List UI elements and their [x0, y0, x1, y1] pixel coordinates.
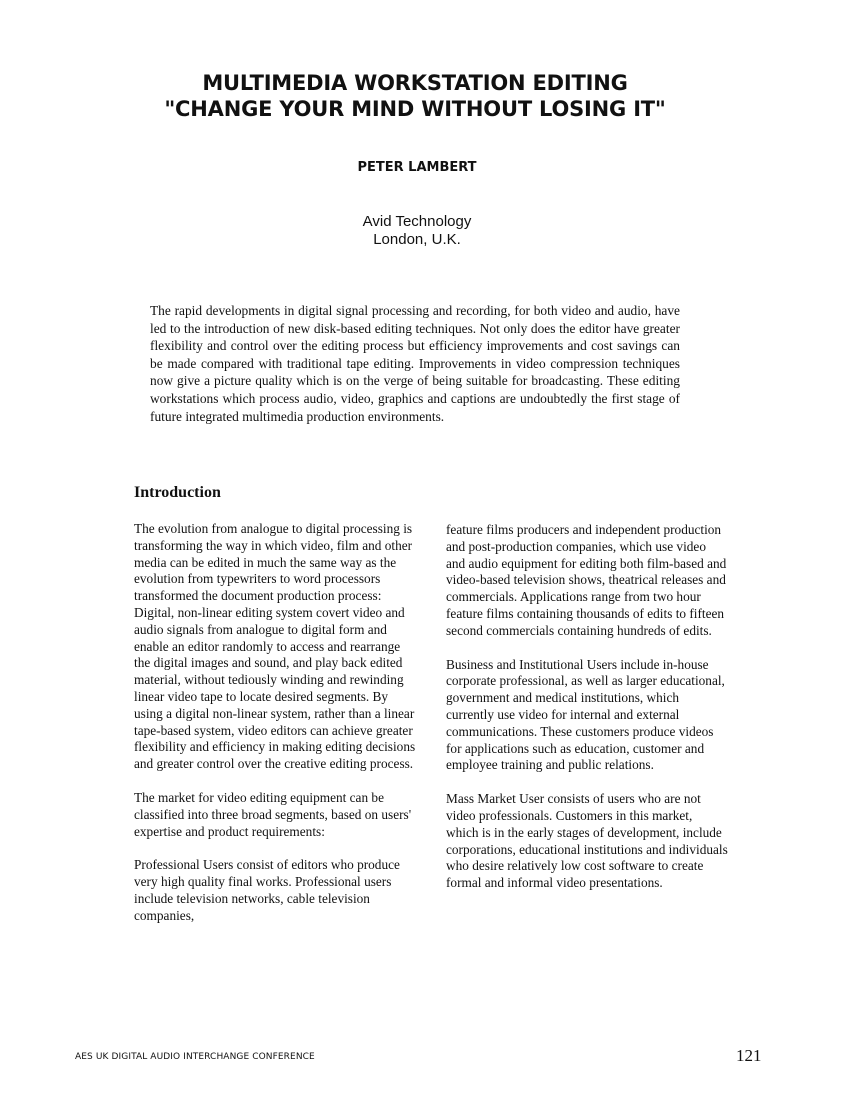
affiliation-org: Avid Technology	[362, 213, 472, 230]
affiliation	[0, 213, 834, 249]
paragraph: Professional Users consist of editors who produce very high quality final works. Professional users include television networks, cable television companies,	[134, 857, 400, 923]
paragraph: feature films producers and independent production and post-production companies, which use video and audio equipment for editing both film-based and video-based television shows, theatrical releases and commercials. Applications range from two hour feature films containing thousands of edits to fifteen second commercials containing hundreds of edits.	[446, 522, 727, 638]
title-line-2: "CHANGE YOUR MIND WITHOUT LOSING IT"	[164, 97, 666, 121]
page-number: 121	[736, 1046, 762, 1065]
title-line-1: MULTIMEDIA WORKSTATION EDITING	[202, 71, 628, 95]
abstract: The rapid developments in digital signal processing and recording, for both video and audio, have led to the introduction of new disk-based editing techniques. Not only does the editor have greater flexibility and control over the editing process but efficiency improvements and cost savings can be made compared with traditional tape editing. Improvements in video compression techniques now give a picture quality which is on the verge of being suitable for broadcasting. These editing workstations which process audio, video, graphics and captions are undoubtedly the first stage of future integrated multimedia production environments.	[150, 303, 680, 424]
paper-title	[0, 70, 830, 122]
paragraph: Business and Institutional Users include in-house corporate professional, as well as larger educational, government and medical institutions, which currently use video for internal and external communications. These customers produce videos for applications such as education, customer and employee training and public relations.	[446, 656, 725, 773]
paragraph: The evolution from analogue to digital processing is transforming the way in which video, film and other media can be edited in much the same way as the evolution from typewriters to word processors transformed the document production process: Digital, non-linear editing system covert video and audio signals from analogue to digital form and enable an editor randomly to access and rearrange the digital images and sound, and play back edited material, without tediously winding and rewinding linear video tape to locate desired segments. By using a digital non-linear system, rather than a linear tape-based system, video editors can achieve greater flexibility and efficiency in making editing decisions and greater control over the creative editing process.	[134, 521, 416, 772]
body-column-right	[446, 522, 728, 909]
paragraph: Mass Market User consists of users who are not video professionals. Customers in this market, which is in the early stages of development, include corporations, educational institutions and individuals who desire relatively low cost software to create formal and informal video presentations.	[446, 791, 728, 891]
author-name: PETER LAMBERT	[357, 160, 477, 175]
affiliation-location: London, U.K.	[373, 231, 461, 248]
footer-conference: AES UK DIGITAL AUDIO INTERCHANGE CONFERENCE	[75, 1052, 315, 1062]
body-column-left	[134, 521, 416, 942]
section-heading-introduction: Introduction	[134, 484, 221, 501]
paragraph: The market for video editing equipment can be classified into three broad segments, based on users' expertise and product requirements:	[134, 789, 412, 839]
